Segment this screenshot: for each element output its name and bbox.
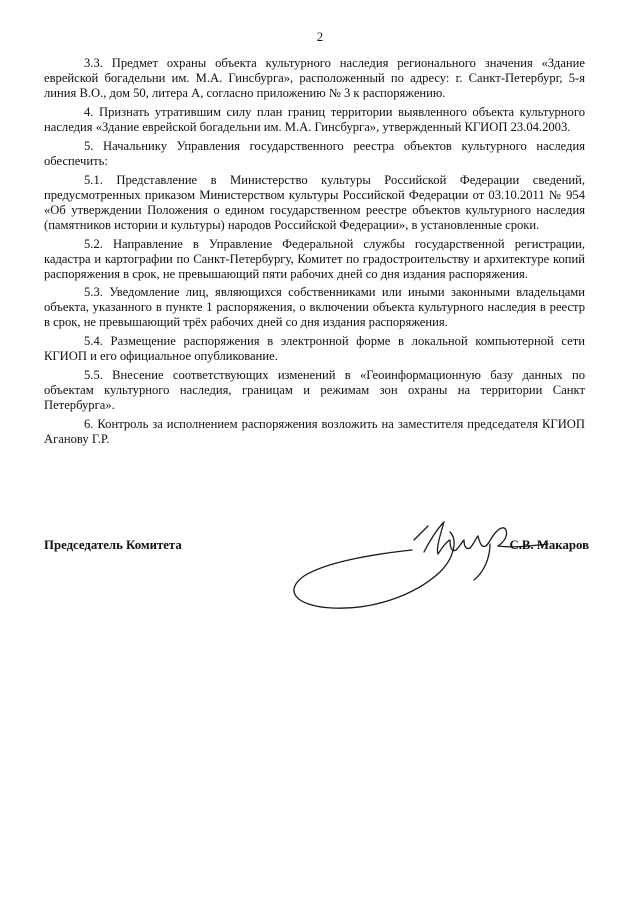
signer-title: Председатель Комитета xyxy=(44,538,182,552)
paragraph-5-1: 5.1. Представление в Министерство культуры Российской Федерации сведений, предусмотренных приказом Министерством культуры Российской Федерации от 03.10.2011 № 954 «Об утверждении Положения о едином государственном реестре объектов культурного наследия (памятников истории и культуры) народов Российской Федерации», в установленные сроки. xyxy=(44,172,585,232)
document-body xyxy=(44,56,585,451)
paragraph-5-4: 5.4. Размещение распоряжения в электронной форме в локальной компьютерной сети КГИОП и его официальное опубликование. xyxy=(44,334,585,364)
page-number: 2 xyxy=(316,30,324,44)
paragraph-3-3: 3.3. Предмет охраны объекта культурного наследия регионального значения «Здание еврейской богадельни им. М.А. Гинсбурга», расположенный по адресу: г. Санкт-Петербург, 5-я линия В.О., дом 50, литера А, согласно приложению № 3 к распоряжению. xyxy=(44,56,585,100)
paragraph-4: 4. Признать утратившим силу план границ территории выявленного объекта культурного наследия «Здание еврейской богадельни им. М.А. Гинсбурга», утвержденный КГИОП 23.04.2003. xyxy=(44,104,585,134)
paragraph-6: 6. Контроль за исполнением распоряжения возложить на заместителя председателя КГИОП Аганову Г.Р. xyxy=(44,417,585,447)
paragraph-5-5: 5.5. Внесение соответствующих изменений в «Геоинформационную базу данных по объектам культурного наследия, границам и режимам зон охраны на территории Санкт Петербурга». xyxy=(44,368,585,413)
paragraph-5: 5. Начальнику Управления государственного реестра объектов культурного наследия обеспечить: xyxy=(44,138,585,168)
paragraph-5-2: 5.2. Направление в Управление Федеральной службы государственной регистрации, кадастра и картографии по Санкт-Петербургу, Комитет по градостроительству и архитектуре копий распоряжения в срок, не превышающий пяти рабочих дней со дня издания распоряжения. xyxy=(44,236,585,281)
signer-name: С.В. Макаров xyxy=(509,538,589,552)
handwritten-signature xyxy=(254,510,554,620)
paragraph-5-3: 5.3. Уведомление лиц, являющихся собственниками или иными законными владельцами объекта, указанного в пункте 1 распоряжения, о включении объекта культурного наследия в реестр в срок, не превышающий трёх рабочих дней со дня издания распоряжения. xyxy=(44,285,585,330)
signature-block xyxy=(44,510,589,620)
